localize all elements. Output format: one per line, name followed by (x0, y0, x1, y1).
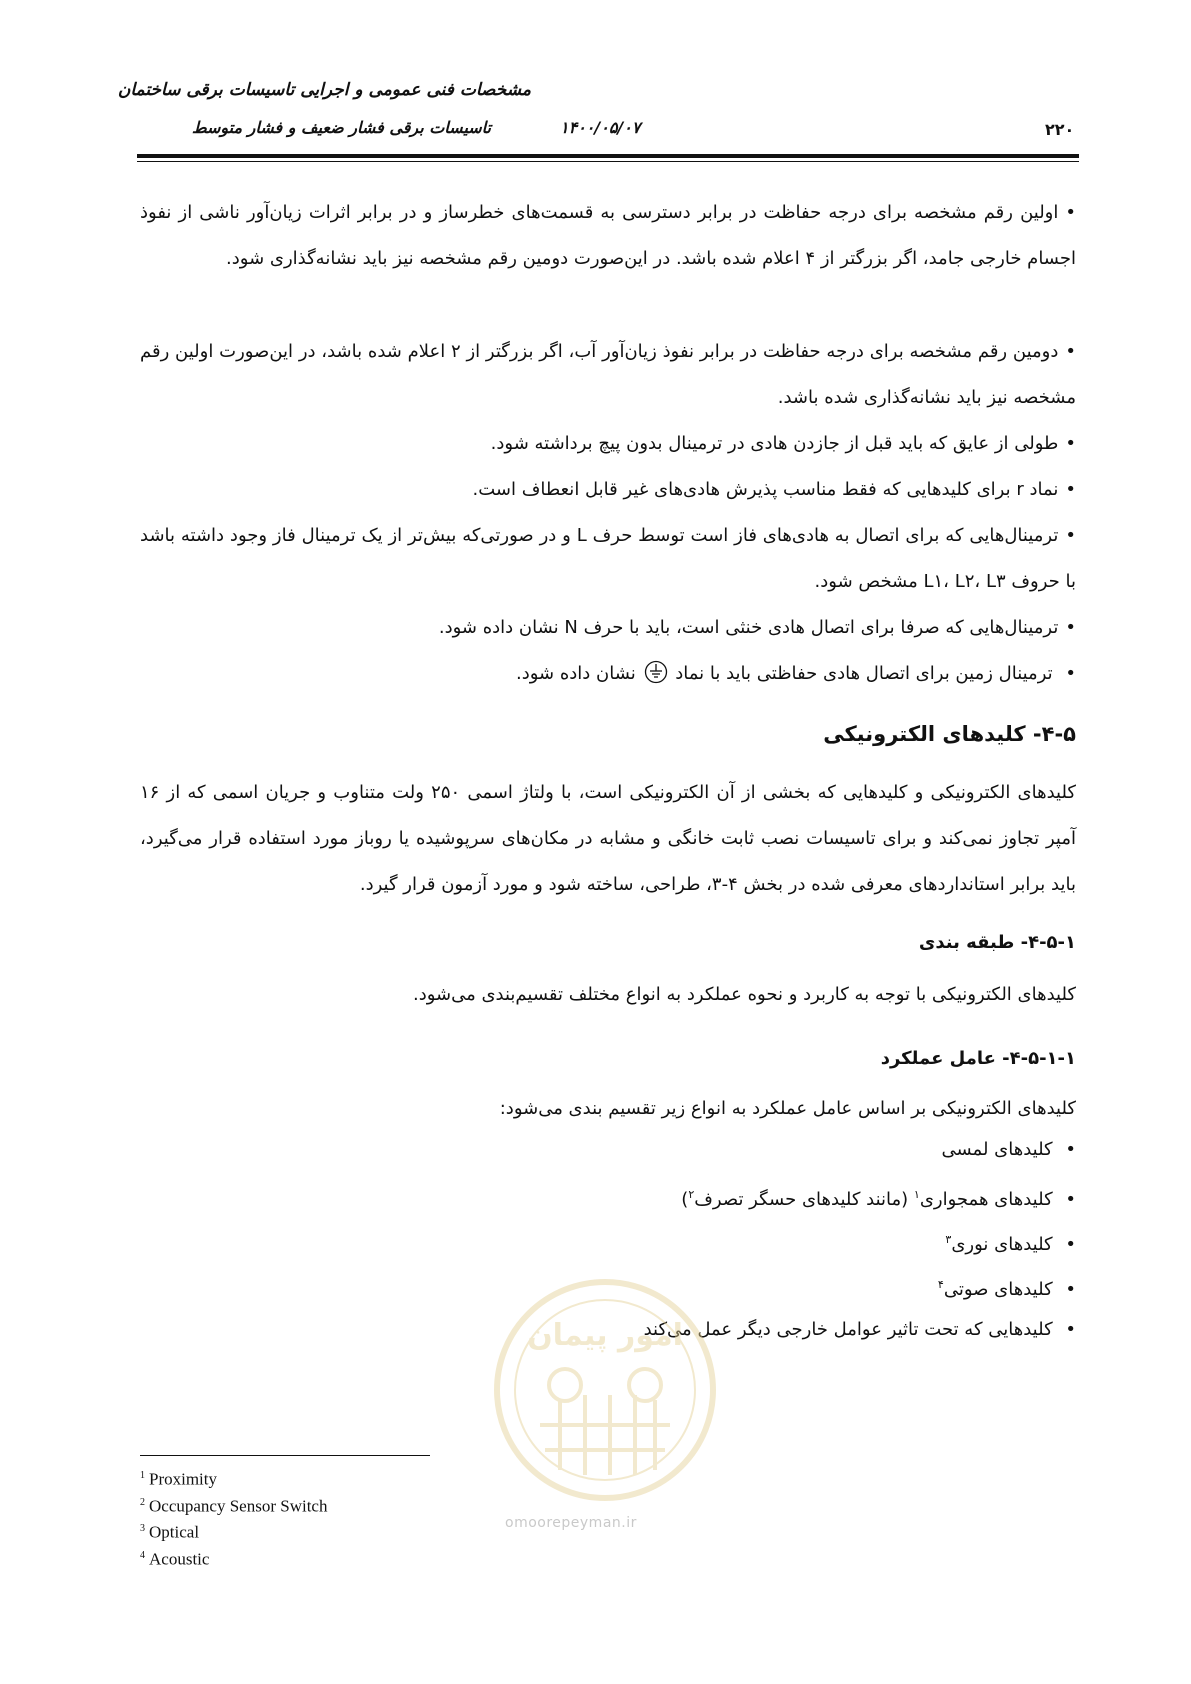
footnote-3: $^3$ Optical (140, 1522, 200, 1542)
footnote-1: $^1$ Proximity (140, 1469, 218, 1489)
footnote-2: $^2$ Occupancy Sensor Switch (140, 1496, 328, 1516)
footnotes (140, 1464, 327, 1571)
header-subtitle: تاسیسات برقی فشار ضعیف و فشار متوسط (191, 118, 491, 137)
list-item-touch: • کلیدهای لمسی (941, 1135, 1076, 1165)
header-date: ۱۴۰۰/۰۵/۰۷ (560, 118, 641, 137)
section-paragraph: کلیدهای الکترونیکی و کلیدهایی که بخشی از آن الکترونیکی است، با ولتاژ اسمی ۲۵۰ ولت متناوب و جریان اسمی که از ۱۶ آمپر تجاوز نمی‌کند و برای تاسیسات نصب ثابت خانگی و مشابه در مکان‌های سرپوشیده یا روباز مورد استفاده قرار می‌گیرد، باید برابر استانداردهای معرفی شده در بخش ۴-۳، طراحی، ساخته شود و مورد آزمون قرار گیرد. (140, 782, 1076, 895)
header-title: مشخصات فنی عمومی و اجرایی تاسیسات برقی ساختمان (117, 80, 531, 100)
bullet-second-digit: • دومین رقم مشخصه برای درجه حفاظت در برابر نفوذ زیان‌آور آب، اگر بزرگتر از ۲ اعلام شده باشد، در این‌صورت اولین رقم مشخصه نیز باید نشانه‌گذاری شده باشد. (140, 329, 1076, 421)
bullet-earth-terminal (140, 651, 1076, 697)
bullet-phase-terminals: • ترمینال‌هایی که برای اتصال به هادی‌های فاز است توسط حرف L و در صورتی‌که بیش‌تر از یک ترمینال فاز وجود داشته باشد با حروف L۱، L۲، L۳ مشخص شود. (140, 513, 1076, 605)
footnote-4: $^4$ Acoustic (140, 1549, 210, 1569)
watermark-logo (490, 1275, 720, 1505)
header-rule-thin (137, 161, 1079, 162)
bullet-insulation-length: • طولی از عایق که باید قبل از جازدن هادی در ترمینال بدون پیچ برداشته شود. (140, 421, 1076, 467)
subsection-heading: ۴-۵-۱- طبقه بندی (918, 932, 1076, 953)
svg-text:امور پیمان: امور پیمان (527, 1318, 683, 1353)
section-heading: ۴-۵- کلیدهای الکترونیکی (823, 722, 1076, 746)
list-item-optical: • کلیدهای نوری$^۳$ (945, 1225, 1076, 1260)
footnote-ref-3: ۳ (945, 1233, 952, 1246)
footnote-ref-1: ۱ (913, 1188, 920, 1201)
bullet-first-digit: • اولین رقم مشخصه برای درجه حفاظت در برابر دسترسی به قسمت‌های خطرساز و در برابر اثرات زیان‌آور ناشی از نفوذ اجسام خارجی جامد، اگر بزرگتر از ۴ اعلام شده باشد. در این‌صورت دومین رقم مشخصه نیز باید نشانه‌گذاری شود. (140, 190, 1076, 282)
list-item-proximity: • کلیدهای همجواری$^۱$ (مانند کلیدهای حسگر تصرف$^۲$) (681, 1180, 1076, 1215)
page-number: ۲۲۰ (1045, 120, 1075, 139)
list-item-acoustic: • کلیدهای صوتی$^۴$ (938, 1270, 1076, 1305)
bullet-neutral-terminal: • ترمینال‌هایی که صرفا برای اتصال هادی خنثی است، باید با حرف N نشان داده شود. (140, 605, 1076, 651)
subsubsection-heading: ۴-۵-۱-۱- عامل عملکرد (880, 1048, 1076, 1069)
footnote-ref-2: ۲ (688, 1188, 695, 1201)
earth-bullet-text-before: ترمینال زمین برای اتصال هادی حفاظتی باید با نماد (675, 663, 1053, 684)
footnote-rule (140, 1455, 430, 1456)
list-item-other-factors: • کلیدهایی که تحت تاثیر عوامل خارجی دیگر عمل می‌کند (644, 1315, 1076, 1345)
protective-earth-icon (644, 660, 668, 684)
footnote-ref-4: ۴ (937, 1278, 944, 1291)
bullet-symbol-r: • نماد r برای کلیدهایی که فقط مناسب پذیرش هادی‌های غیر قابل انعطاف است. (140, 467, 1076, 513)
subsubsection-intro: کلیدهای الکترونیکی بر اساس عامل عملکرد به انواع زیر تقسیم بندی می‌شود: (499, 1098, 1076, 1119)
subsection-paragraph: کلیدهای الکترونیکی با توجه به کاربرد و نحوه عملکرد به انواع مختلف تقسیم‌بندی می‌شود. (412, 984, 1076, 1005)
watermark-site: omoorepeyman.ir (505, 1515, 637, 1531)
header-rule (137, 154, 1079, 158)
earth-bullet-text-after: نشان داده شود. (515, 663, 636, 684)
